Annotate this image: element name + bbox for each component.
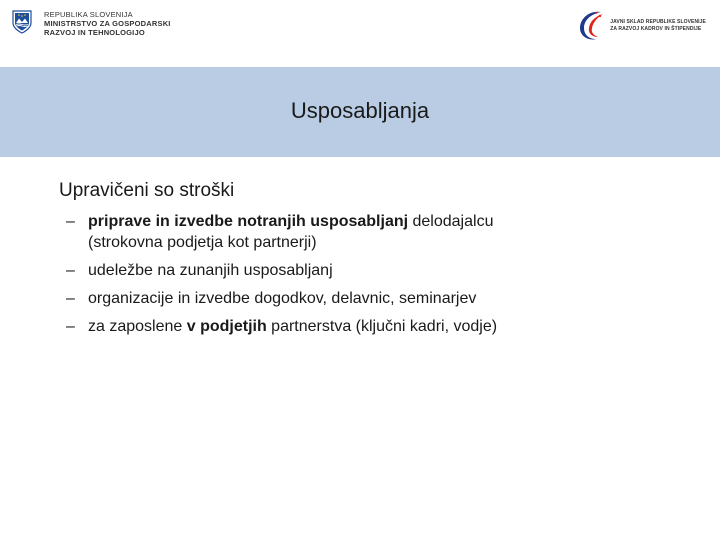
item-text: udeležbe na zunanjih usposabljanj	[88, 262, 333, 279]
slide-title-text: Usposabljanja	[290, 98, 430, 123]
item-text: delodajalcu	[408, 213, 494, 230]
ministry-name-line: REPUBLIKA SLOVENIJA	[44, 10, 133, 19]
ministry-name-line: MINISTRSTVO ZA GOSPODARSKI	[44, 19, 171, 28]
ministry-name-line: RAZVOJ IN TEHNOLOGIJO	[44, 28, 145, 37]
list-item	[59, 260, 689, 281]
lead-text: Upravičeni so stroški	[59, 180, 235, 201]
cost-list	[59, 211, 689, 337]
dash-bullet: –	[66, 262, 75, 279]
slide-title	[0, 98, 720, 124]
agency-name-line: JAVNI SKLAD REPUBLIKE SLOVENIJE	[610, 19, 706, 25]
dash-bullet: –	[66, 318, 75, 335]
item-bold-text: priprave in izvedbe notranjih usposabljanj	[88, 213, 409, 230]
dash-bullet: –	[66, 290, 75, 307]
list-item	[59, 288, 689, 309]
slide-header	[0, 0, 720, 66]
slide-body	[59, 180, 689, 344]
list-item	[59, 211, 689, 253]
agency-logo	[576, 8, 706, 44]
item-text: partnerstva (ključni kadri, vodje)	[266, 318, 498, 335]
item-text: (strokovna podjetja kot partnerji)	[88, 234, 317, 251]
agency-name-line: ZA RAZVOJ KADROV IN ŠTIPENDIJE	[610, 26, 702, 32]
agency-swoosh-icon	[576, 8, 606, 44]
ministry-name	[44, 10, 171, 37]
item-text: organizacije in izvedbe dogodkov, delavnic, seminarjev	[88, 290, 477, 307]
list-item	[59, 316, 689, 337]
dash-bullet: –	[66, 213, 75, 230]
agency-name	[610, 19, 706, 33]
ministry-logo	[12, 10, 171, 37]
slovenia-crest-icon	[12, 10, 32, 34]
item-bold-text: v podjetjih	[186, 318, 267, 335]
item-text: za zaposlene	[88, 318, 187, 335]
